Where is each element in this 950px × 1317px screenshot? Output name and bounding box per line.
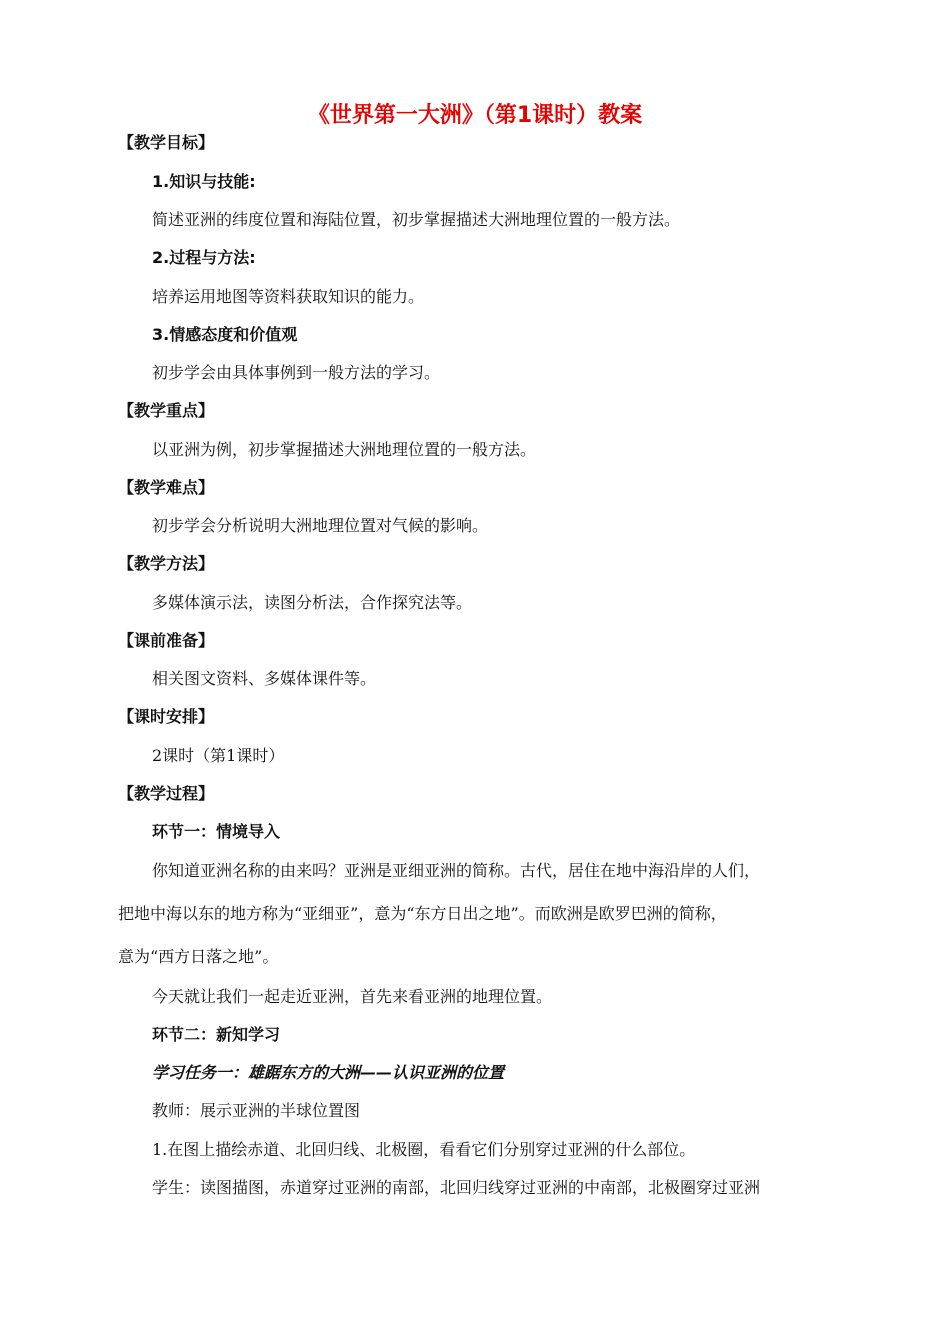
objective-3-text: 初步学会由具体事例到一般方法的学习。: [152, 363, 441, 382]
document-title: 《世界第一大洲》（第1课时）教案: [307, 103, 643, 128]
stage-1-para-1-line-1: 你知道亚洲名称的由来吗？亚洲是亚细亚洲的简称。古代，居住在地中海沿岸的人们，: [152, 861, 761, 880]
schedule-text: 2课时（第1课时）: [152, 746, 285, 765]
objective-3-label: 3.情感态度和价值观: [152, 325, 298, 344]
difficulties-text: 初步学会分析说明大洲地理位置对气候的影响。: [152, 516, 489, 535]
methods-heading: 【教学方法】: [118, 554, 215, 573]
objective-2-label: 2.过程与方法:: [152, 248, 256, 267]
objectives-heading: 【教学目标】: [118, 133, 215, 152]
stage-1-para-1-line-2: 把地中海以东的地方称为“亚细亚”，意为“东方日出之地”。而欧洲是欧罗巴洲的简称，: [118, 904, 727, 923]
stage-1-label: 环节一：情境导入: [152, 822, 281, 841]
process-heading: 【教学过程】: [118, 784, 215, 803]
student-line: 学生：读图描图，赤道穿过亚洲的南部，北回归线穿过亚洲的中南部，北极圈穿过亚洲: [152, 1178, 761, 1197]
preparation-text: 相关图文资料、多媒体课件等。: [152, 669, 377, 688]
objective-1-label: 1.知识与技能:: [152, 172, 256, 191]
schedule-heading: 【课时安排】: [118, 707, 215, 726]
methods-text: 多媒体演示法，读图分析法，合作探究法等。: [152, 593, 473, 612]
key-points-heading: 【教学重点】: [118, 401, 215, 420]
step-1-line: 1.在图上描绘赤道、北回归线、北极圈，看看它们分别穿过亚洲的什么部位。: [152, 1140, 696, 1159]
preparation-heading: 【课前准备】: [118, 631, 215, 650]
stage-1-para-2: 今天就让我们一起走近亚洲，首先来看亚洲的地理位置。: [152, 987, 553, 1006]
task-1-title: 学习任务一：雄踞东方的大洲——认识亚洲的位置: [152, 1063, 505, 1082]
stage-1-para-1-line-3: 意为“西方日落之地”。: [118, 947, 279, 966]
stage-2-label: 环节二：新知学习: [152, 1025, 281, 1044]
objective-1-text: 简述亚洲的纬度位置和海陆位置，初步掌握描述大洲地理位置的一般方法。: [152, 210, 681, 229]
difficulties-heading: 【教学难点】: [118, 478, 215, 497]
key-points-text: 以亚洲为例，初步掌握描述大洲地理位置的一般方法。: [152, 440, 537, 459]
teacher-line: 教师：展示亚洲的半球位置图: [152, 1101, 361, 1120]
objective-2-text: 培养运用地图等资料获取知识的能力。: [152, 287, 425, 306]
